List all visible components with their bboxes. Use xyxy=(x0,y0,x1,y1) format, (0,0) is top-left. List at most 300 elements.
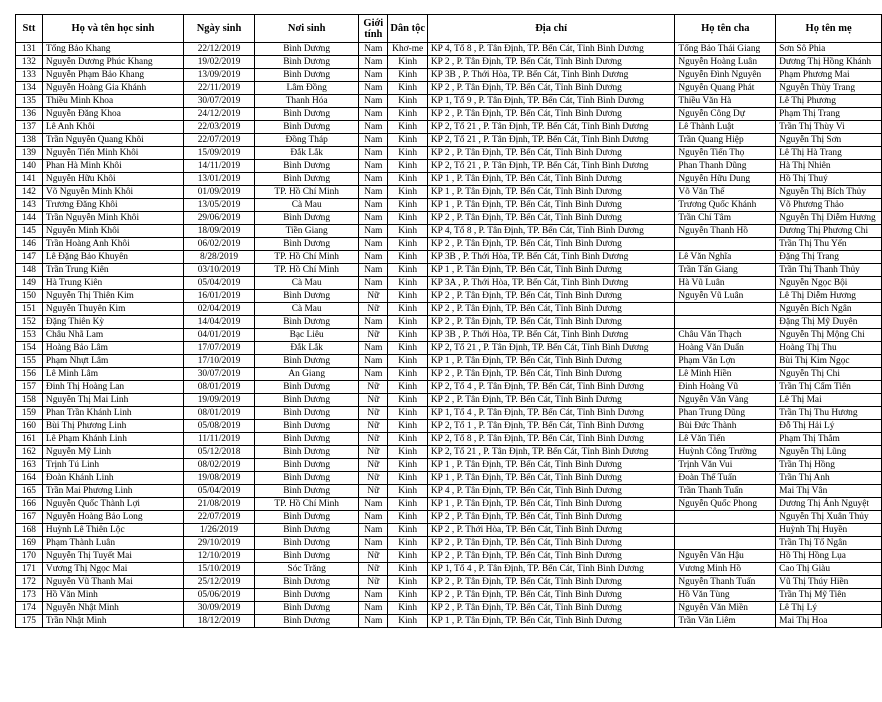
table-row xyxy=(16,316,882,329)
mother-name-cell: Trần Thị Tố Ngân xyxy=(776,537,882,550)
gender-cell: Nam xyxy=(359,95,388,108)
address-cell: KP 2 , P. Tân Định, TP. Bến Cát, Tỉnh Bình Dương xyxy=(427,82,675,95)
address-cell: KP 2 , P. Tân Định, TP. Bến Cát, Tỉnh Bình Dương xyxy=(427,316,675,329)
mother-name-cell: Lê Thị Mai xyxy=(776,394,882,407)
ethnicity-cell: Kinh xyxy=(388,95,427,108)
birth-date-cell: 1/26/2019 xyxy=(183,524,254,537)
table-row xyxy=(16,472,882,485)
gender-cell: Nam xyxy=(359,199,388,212)
mother-name-cell: Huỳnh Thị Huyền xyxy=(776,524,882,537)
student-name-cell: Trần Hoàng Anh Khôi xyxy=(42,238,183,251)
mother-name-cell: Hà Thị Nhiên xyxy=(776,160,882,173)
student-name-cell: Nguyễn Tiến Minh Khôi xyxy=(42,147,183,160)
header-stt: Stt xyxy=(16,15,43,43)
student-name-cell: Nguyễn Phạm Bảo Khang xyxy=(42,69,183,82)
birth-date-cell: 04/01/2019 xyxy=(183,329,254,342)
stt-cell: 156 xyxy=(16,368,43,381)
gender-cell: Nam xyxy=(359,186,388,199)
address-cell: KP 2 , P. Tân Định, TP. Bến Cát, Tỉnh Bình Dương xyxy=(427,290,675,303)
address-cell: KP 1 , P. Tân Định, TP. Bến Cát, Tỉnh Bình Dương xyxy=(427,472,675,485)
stt-cell: 161 xyxy=(16,433,43,446)
address-cell: KP 1 , P. Tân Định, TP. Bến Cát, Tỉnh Bình Dương xyxy=(427,264,675,277)
address-cell: KP 2 , P. Tân Định, TP. Bến Cát, Tỉnh Bình Dương xyxy=(427,56,675,69)
student-name-cell: Nguyễn Vũ Thanh Mai xyxy=(42,576,183,589)
mother-name-cell: Mai Thị Vân xyxy=(776,485,882,498)
birth-date-cell: 05/04/2019 xyxy=(183,277,254,290)
table-row xyxy=(16,43,882,56)
ethnicity-cell: Kinh xyxy=(388,56,427,69)
birth-date-cell: 22/07/2019 xyxy=(183,134,254,147)
student-name-cell: Thiều Minh Khoa xyxy=(42,95,183,108)
address-cell: KP 1 , P. Tân Định, TP. Bến Cát, Tỉnh Bình Dương xyxy=(427,173,675,186)
ethnicity-cell: Kinh xyxy=(388,433,427,446)
gender-cell: Nữ xyxy=(359,407,388,420)
stt-cell: 168 xyxy=(16,524,43,537)
father-name-cell xyxy=(675,303,776,316)
table-row xyxy=(16,121,882,134)
birth-date-cell: 13/01/2019 xyxy=(183,173,254,186)
ethnicity-cell: Kinh xyxy=(388,186,427,199)
father-name-cell: Nguyễn Hữu Dung xyxy=(675,173,776,186)
birth-date-cell: 19/02/2019 xyxy=(183,56,254,69)
table-row xyxy=(16,134,882,147)
ethnicity-cell: Kinh xyxy=(388,524,427,537)
mother-name-cell: Nguyễn Thị Sơn xyxy=(776,134,882,147)
gender-cell: Nam xyxy=(359,277,388,290)
birth-place-cell: Tiền Giang xyxy=(255,225,359,238)
ethnicity-cell: Kinh xyxy=(388,576,427,589)
table-row xyxy=(16,485,882,498)
ethnicity-cell: Kinh xyxy=(388,199,427,212)
father-name-cell: Nguyễn Quốc Phong xyxy=(675,498,776,511)
gender-cell: Nam xyxy=(359,602,388,615)
stt-cell: 148 xyxy=(16,264,43,277)
table-row xyxy=(16,550,882,563)
stt-cell: 140 xyxy=(16,160,43,173)
header-address: Địa chỉ xyxy=(427,15,675,43)
gender-cell: Nữ xyxy=(359,485,388,498)
address-cell: KP 2, Tổ 21 , P. Tân Định, TP. Bến Cát, Tỉnh Bình Dương xyxy=(427,160,675,173)
birth-date-cell: 03/10/2019 xyxy=(183,264,254,277)
mother-name-cell: Trần Thị Thùy Vi xyxy=(776,121,882,134)
student-list xyxy=(15,14,882,628)
student-name-cell: Nguyễn Thị Mai Linh xyxy=(42,394,183,407)
stt-cell: 170 xyxy=(16,550,43,563)
table-row xyxy=(16,186,882,199)
table-row xyxy=(16,108,882,121)
father-name-cell: Nguyễn Công Dự xyxy=(675,108,776,121)
father-name-cell: Lê Minh Hiền xyxy=(675,368,776,381)
address-cell: KP 2, Tổ 21 , P. Tân Định, TP. Bến Cát, Tỉnh Bình Dương xyxy=(427,342,675,355)
stt-cell: 131 xyxy=(16,43,43,56)
student-name-cell: Nguyễn Nhật Minh xyxy=(42,602,183,615)
birth-place-cell: Sóc Trăng xyxy=(255,563,359,576)
birth-place-cell: Bình Dương xyxy=(255,316,359,329)
birth-date-cell: 05/08/2019 xyxy=(183,420,254,433)
gender-cell: Nam xyxy=(359,108,388,121)
stt-cell: 167 xyxy=(16,511,43,524)
header-birth-place: Nơi sinh xyxy=(255,15,359,43)
birth-place-cell: Bình Dương xyxy=(255,355,359,368)
student-name-cell: Đinh Thị Hoàng Lan xyxy=(42,381,183,394)
address-cell: KP 2, Tổ 21 , P. Tân Định, TP. Bến Cát, Tỉnh Bình Dương xyxy=(427,121,675,134)
birth-place-cell: Bình Dương xyxy=(255,381,359,394)
student-name-cell: Lê Anh Khôi xyxy=(42,121,183,134)
birth-date-cell: 12/10/2019 xyxy=(183,550,254,563)
birth-place-cell: Đắk Lắk xyxy=(255,342,359,355)
mother-name-cell: Trần Thị Hồng xyxy=(776,459,882,472)
table-row xyxy=(16,446,882,459)
table-row xyxy=(16,602,882,615)
stt-cell: 150 xyxy=(16,290,43,303)
student-name-cell: Nguyễn Thị Thiên Kim xyxy=(42,290,183,303)
gender-cell: Nam xyxy=(359,160,388,173)
father-name-cell xyxy=(675,511,776,524)
ethnicity-cell: Kinh xyxy=(388,602,427,615)
father-name-cell: Nguyễn Đình Nguyên xyxy=(675,69,776,82)
birth-date-cell: 15/09/2019 xyxy=(183,147,254,160)
ethnicity-cell: Kinh xyxy=(388,368,427,381)
ethnicity-cell: Kinh xyxy=(388,251,427,264)
birth-place-cell: Bình Dương xyxy=(255,108,359,121)
stt-cell: 169 xyxy=(16,537,43,550)
student-name-cell: Nguyễn Quốc Thành Lợi xyxy=(42,498,183,511)
birth-date-cell: 13/05/2019 xyxy=(183,199,254,212)
birth-place-cell: Cà Mau xyxy=(255,199,359,212)
birth-place-cell: Đắk Lắk xyxy=(255,147,359,160)
birth-date-cell: 22/03/2019 xyxy=(183,121,254,134)
stt-cell: 146 xyxy=(16,238,43,251)
stt-cell: 171 xyxy=(16,563,43,576)
ethnicity-cell: Kinh xyxy=(388,498,427,511)
gender-cell: Nữ xyxy=(359,550,388,563)
table-row xyxy=(16,199,882,212)
student-name-cell: Võ Nguyễn Minh Khôi xyxy=(42,186,183,199)
birth-place-cell: Bình Dương xyxy=(255,550,359,563)
mother-name-cell: Cao Thị Giàu xyxy=(776,563,882,576)
student-table xyxy=(15,14,882,628)
header-ethnicity: Dân tộc xyxy=(388,15,427,43)
stt-cell: 142 xyxy=(16,186,43,199)
table-row xyxy=(16,212,882,225)
father-name-cell xyxy=(675,316,776,329)
table-body xyxy=(16,43,882,628)
stt-cell: 153 xyxy=(16,329,43,342)
gender-cell: Nữ xyxy=(359,394,388,407)
gender-cell: Nam xyxy=(359,537,388,550)
table-row xyxy=(16,537,882,550)
birth-place-cell: Bình Dương xyxy=(255,511,359,524)
father-name-cell: Lê Văn Nghĩa xyxy=(675,251,776,264)
student-name-cell: Lê Phạm Khánh Linh xyxy=(42,433,183,446)
birth-place-cell: Bình Dương xyxy=(255,290,359,303)
table-row xyxy=(16,433,882,446)
address-cell: KP 2 , P. Tân Định, TP. Bến Cát, Tỉnh Bình Dương xyxy=(427,108,675,121)
gender-cell: Nam xyxy=(359,238,388,251)
mother-name-cell: Đỗ Thị Hải Lý xyxy=(776,420,882,433)
birth-date-cell: 29/10/2019 xyxy=(183,537,254,550)
mother-name-cell: Hồ Thị Hồng Lụa xyxy=(776,550,882,563)
address-cell: KP 2, Tổ 21 , P. Tân Định, TP. Bến Cát, Tỉnh Bình Dương xyxy=(427,134,675,147)
birth-date-cell: 22/07/2019 xyxy=(183,511,254,524)
stt-cell: 147 xyxy=(16,251,43,264)
address-cell: KP 1 , P. Tân Định, TP. Bến Cát, Tỉnh Bình Dương xyxy=(427,498,675,511)
father-name-cell: Vương Minh Hồ xyxy=(675,563,776,576)
birth-place-cell: Thanh Hóa xyxy=(255,95,359,108)
birth-place-cell: Bình Dương xyxy=(255,459,359,472)
student-name-cell: Tống Bảo Khang xyxy=(42,43,183,56)
mother-name-cell: Sơn Sô Phia xyxy=(776,43,882,56)
mother-name-cell: Dương Thị Hồng Khánh xyxy=(776,56,882,69)
father-name-cell: Lê Văn Tiến xyxy=(675,433,776,446)
stt-cell: 152 xyxy=(16,316,43,329)
stt-cell: 163 xyxy=(16,459,43,472)
birth-date-cell: 05/04/2019 xyxy=(183,485,254,498)
birth-place-cell: Bình Dương xyxy=(255,576,359,589)
student-name-cell: Đoàn Khánh Linh xyxy=(42,472,183,485)
gender-cell: Nam xyxy=(359,225,388,238)
father-name-cell: Nguyễn Vũ Luân xyxy=(675,290,776,303)
header-mother-name: Họ tên mẹ xyxy=(776,15,882,43)
father-name-cell: Võ Văn Thế xyxy=(675,186,776,199)
birth-date-cell: 22/12/2019 xyxy=(183,43,254,56)
mother-name-cell: Nguyễn Thị Diễm Hương xyxy=(776,212,882,225)
ethnicity-cell: Kinh xyxy=(388,446,427,459)
stt-cell: 145 xyxy=(16,225,43,238)
birth-date-cell: 08/01/2019 xyxy=(183,381,254,394)
header-birth-date: Ngày sinh xyxy=(183,15,254,43)
birth-date-cell: 15/10/2019 xyxy=(183,563,254,576)
birth-place-cell: TP. Hồ Chí Minh xyxy=(255,251,359,264)
table-row xyxy=(16,524,882,537)
student-name-cell: Trần Nguyễn Minh Khôi xyxy=(42,212,183,225)
mother-name-cell: Đặng Thị Mỹ Duyên xyxy=(776,316,882,329)
ethnicity-cell: Kinh xyxy=(388,394,427,407)
birth-date-cell: 8/28/2019 xyxy=(183,251,254,264)
father-name-cell: Phan Thanh Dũng xyxy=(675,160,776,173)
birth-place-cell: An Giang xyxy=(255,368,359,381)
mother-name-cell: Trần Thị Cẩm Tiên xyxy=(776,381,882,394)
table-row xyxy=(16,329,882,342)
father-name-cell: Bùi Đức Thành xyxy=(675,420,776,433)
father-name-cell: Tống Bảo Thái Giang xyxy=(675,43,776,56)
father-name-cell: Nguyễn Văn Vàng xyxy=(675,394,776,407)
ethnicity-cell: Kinh xyxy=(388,420,427,433)
birth-place-cell: Bình Dương xyxy=(255,602,359,615)
table-row xyxy=(16,251,882,264)
address-cell: KP 2 , P. Tân Định, TP. Bến Cát, Tỉnh Bình Dương xyxy=(427,147,675,160)
ethnicity-cell: Kinh xyxy=(388,381,427,394)
birth-place-cell: Bình Dương xyxy=(255,160,359,173)
birth-date-cell: 17/10/2019 xyxy=(183,355,254,368)
ethnicity-cell: Kinh xyxy=(388,485,427,498)
father-name-cell: Phạm Văn Lợn xyxy=(675,355,776,368)
table-row xyxy=(16,615,882,628)
mother-name-cell: Phạm Phương Mai xyxy=(776,69,882,82)
stt-cell: 157 xyxy=(16,381,43,394)
birth-place-cell: Bình Dương xyxy=(255,43,359,56)
birth-date-cell: 08/02/2019 xyxy=(183,459,254,472)
table-row xyxy=(16,95,882,108)
address-cell: KP 2 , P. Tân Định, TP. Bến Cát, Tỉnh Bình Dương xyxy=(427,368,675,381)
table-row xyxy=(16,355,882,368)
gender-cell: Nam xyxy=(359,511,388,524)
table-row xyxy=(16,173,882,186)
birth-place-cell: Bình Dương xyxy=(255,173,359,186)
birth-place-cell: Bình Dương xyxy=(255,69,359,82)
address-cell: KP 1 , P. Tân Định, TP. Bến Cát, Tỉnh Bình Dương xyxy=(427,199,675,212)
birth-date-cell: 11/11/2019 xyxy=(183,433,254,446)
stt-cell: 175 xyxy=(16,615,43,628)
mother-name-cell: Dương Thị Ánh Nguyệt xyxy=(776,498,882,511)
gender-cell: Nữ xyxy=(359,472,388,485)
birth-date-cell: 05/06/2019 xyxy=(183,589,254,602)
student-name-cell: Lê Đặng Bảo Khuyên xyxy=(42,251,183,264)
student-name-cell: Nguyễn Thuyên Kim xyxy=(42,303,183,316)
father-name-cell: Trần Tấn Giang xyxy=(675,264,776,277)
birth-place-cell: Đồng Tháp xyxy=(255,134,359,147)
ethnicity-cell: Kinh xyxy=(388,511,427,524)
birth-place-cell: Bình Dương xyxy=(255,238,359,251)
mother-name-cell: Đặng Thị Trang xyxy=(776,251,882,264)
header-row xyxy=(16,15,882,43)
address-cell: KP 2 , P. Tân Định, TP. Bến Cát, Tỉnh Bình Dương xyxy=(427,511,675,524)
header-gender: Giới tính xyxy=(359,15,388,43)
table-row xyxy=(16,368,882,381)
gender-cell: Nam xyxy=(359,147,388,160)
ethnicity-cell: Kinh xyxy=(388,316,427,329)
ethnicity-cell: Kinh xyxy=(388,407,427,420)
birth-place-cell: Bình Dương xyxy=(255,589,359,602)
father-name-cell: Huỳnh Công Trường xyxy=(675,446,776,459)
stt-cell: 158 xyxy=(16,394,43,407)
address-cell: KP 2, Tổ 21 , P. Tân Định, TP. Bến Cát, Tỉnh Bình Dương xyxy=(427,446,675,459)
birth-place-cell: Bình Dương xyxy=(255,524,359,537)
header-father-name: Họ tên cha xyxy=(675,15,776,43)
gender-cell: Nữ xyxy=(359,433,388,446)
table-row xyxy=(16,459,882,472)
mother-name-cell: Trần Thị Thu Hương xyxy=(776,407,882,420)
stt-cell: 143 xyxy=(16,199,43,212)
ethnicity-cell: Kinh xyxy=(388,277,427,290)
stt-cell: 154 xyxy=(16,342,43,355)
mother-name-cell: Lê Thị Lý xyxy=(776,602,882,615)
student-name-cell: Phạm Thành Luân xyxy=(42,537,183,550)
birth-date-cell: 21/08/2019 xyxy=(183,498,254,511)
student-name-cell: Nguyễn Đăng Khoa xyxy=(42,108,183,121)
address-cell: KP 1, Tổ 4 , P. Tân Định, TP. Bến Cát, Tỉnh Bình Dương xyxy=(427,407,675,420)
student-name-cell: Lê Minh Lâm xyxy=(42,368,183,381)
table-row xyxy=(16,264,882,277)
ethnicity-cell: Kinh xyxy=(388,615,427,628)
table-row xyxy=(16,394,882,407)
table-row xyxy=(16,147,882,160)
father-name-cell: Nguyễn Thanh Tuấn xyxy=(675,576,776,589)
ethnicity-cell: Khơ-me xyxy=(388,43,427,56)
table-row xyxy=(16,511,882,524)
stt-cell: 155 xyxy=(16,355,43,368)
stt-cell: 139 xyxy=(16,147,43,160)
mother-name-cell: Trần Thị Mỹ Tiên xyxy=(776,589,882,602)
ethnicity-cell: Kinh xyxy=(388,290,427,303)
birth-date-cell: 01/09/2019 xyxy=(183,186,254,199)
birth-date-cell: 14/11/2019 xyxy=(183,160,254,173)
student-name-cell: Trần Trung Kiên xyxy=(42,264,183,277)
ethnicity-cell: Kinh xyxy=(388,225,427,238)
birth-date-cell: 30/07/2019 xyxy=(183,368,254,381)
birth-place-cell: Bình Dương xyxy=(255,121,359,134)
father-name-cell: Hoàng Văn Duẩn xyxy=(675,342,776,355)
stt-cell: 173 xyxy=(16,589,43,602)
ethnicity-cell: Kinh xyxy=(388,537,427,550)
table-row xyxy=(16,82,882,95)
address-cell: KP 4, Tổ 8 , P. Tân Định, TP. Bến Cát, Tỉnh Bình Dương xyxy=(427,43,675,56)
father-name-cell: Nguyễn Tiến Thọ xyxy=(675,147,776,160)
stt-cell: 164 xyxy=(16,472,43,485)
birth-place-cell: Bình Dương xyxy=(255,615,359,628)
father-name-cell xyxy=(675,524,776,537)
gender-cell: Nam xyxy=(359,251,388,264)
birth-place-cell: Bình Dương xyxy=(255,472,359,485)
stt-cell: 144 xyxy=(16,212,43,225)
gender-cell: Nữ xyxy=(359,459,388,472)
birth-date-cell: 16/01/2019 xyxy=(183,290,254,303)
birth-place-cell: Bình Dương xyxy=(255,446,359,459)
student-name-cell: Trương Đăng Khôi xyxy=(42,199,183,212)
birth-date-cell: 24/12/2019 xyxy=(183,108,254,121)
gender-cell: Nam xyxy=(359,615,388,628)
ethnicity-cell: Kinh xyxy=(388,355,427,368)
table-row xyxy=(16,238,882,251)
student-name-cell: Trịnh Tú Linh xyxy=(42,459,183,472)
table-row xyxy=(16,160,882,173)
mother-name-cell: Lê Thị Diễm Hương xyxy=(776,290,882,303)
ethnicity-cell: Kinh xyxy=(388,82,427,95)
address-cell: KP 3A , P. Thới Hòa, TP. Bến Cát, Tỉnh Bình Dương xyxy=(427,277,675,290)
address-cell: KP 2, Tổ 1 , P. Tân Định, TP. Bến Cát, Tỉnh Bình Dương xyxy=(427,420,675,433)
student-name-cell: Đặng Thiên Kỳ xyxy=(42,316,183,329)
gender-cell: Nam xyxy=(359,342,388,355)
mother-name-cell: Hồ Thị Thuý xyxy=(776,173,882,186)
ethnicity-cell: Kinh xyxy=(388,589,427,602)
table-row xyxy=(16,589,882,602)
father-name-cell: Hồ Văn Tùng xyxy=(675,589,776,602)
gender-cell: Nữ xyxy=(359,563,388,576)
ethnicity-cell: Kinh xyxy=(388,563,427,576)
address-cell: KP 2, Tổ 4 , P. Tân Định, TP. Bến Cát, Tỉnh Bình Dương xyxy=(427,381,675,394)
birth-date-cell: 22/11/2019 xyxy=(183,82,254,95)
gender-cell: Nam xyxy=(359,82,388,95)
father-name-cell: Nguyễn Quang Phát xyxy=(675,82,776,95)
mother-name-cell: Nguyễn Thị Mộng Chi xyxy=(776,329,882,342)
gender-cell: Nữ xyxy=(359,420,388,433)
stt-cell: 160 xyxy=(16,420,43,433)
birth-date-cell: 30/09/2019 xyxy=(183,602,254,615)
birth-date-cell: 06/02/2019 xyxy=(183,238,254,251)
ethnicity-cell: Kinh xyxy=(388,550,427,563)
father-name-cell: Trương Quốc Khánh xyxy=(675,199,776,212)
mother-name-cell: Vũ Thị Thúy Hiền xyxy=(776,576,882,589)
gender-cell: Nam xyxy=(359,173,388,186)
gender-cell: Nam xyxy=(359,355,388,368)
birth-date-cell: 19/09/2019 xyxy=(183,394,254,407)
father-name-cell: Trịnh Văn Vui xyxy=(675,459,776,472)
mother-name-cell: Trần Thị Thu Yến xyxy=(776,238,882,251)
mother-name-cell: Mai Thị Hoa xyxy=(776,615,882,628)
address-cell: KP 1 , P. Tân Định, TP. Bến Cát, Tỉnh Bình Dương xyxy=(427,459,675,472)
birth-date-cell: 14/04/2019 xyxy=(183,316,254,329)
student-name-cell: Nguyễn Hữu Khôi xyxy=(42,173,183,186)
